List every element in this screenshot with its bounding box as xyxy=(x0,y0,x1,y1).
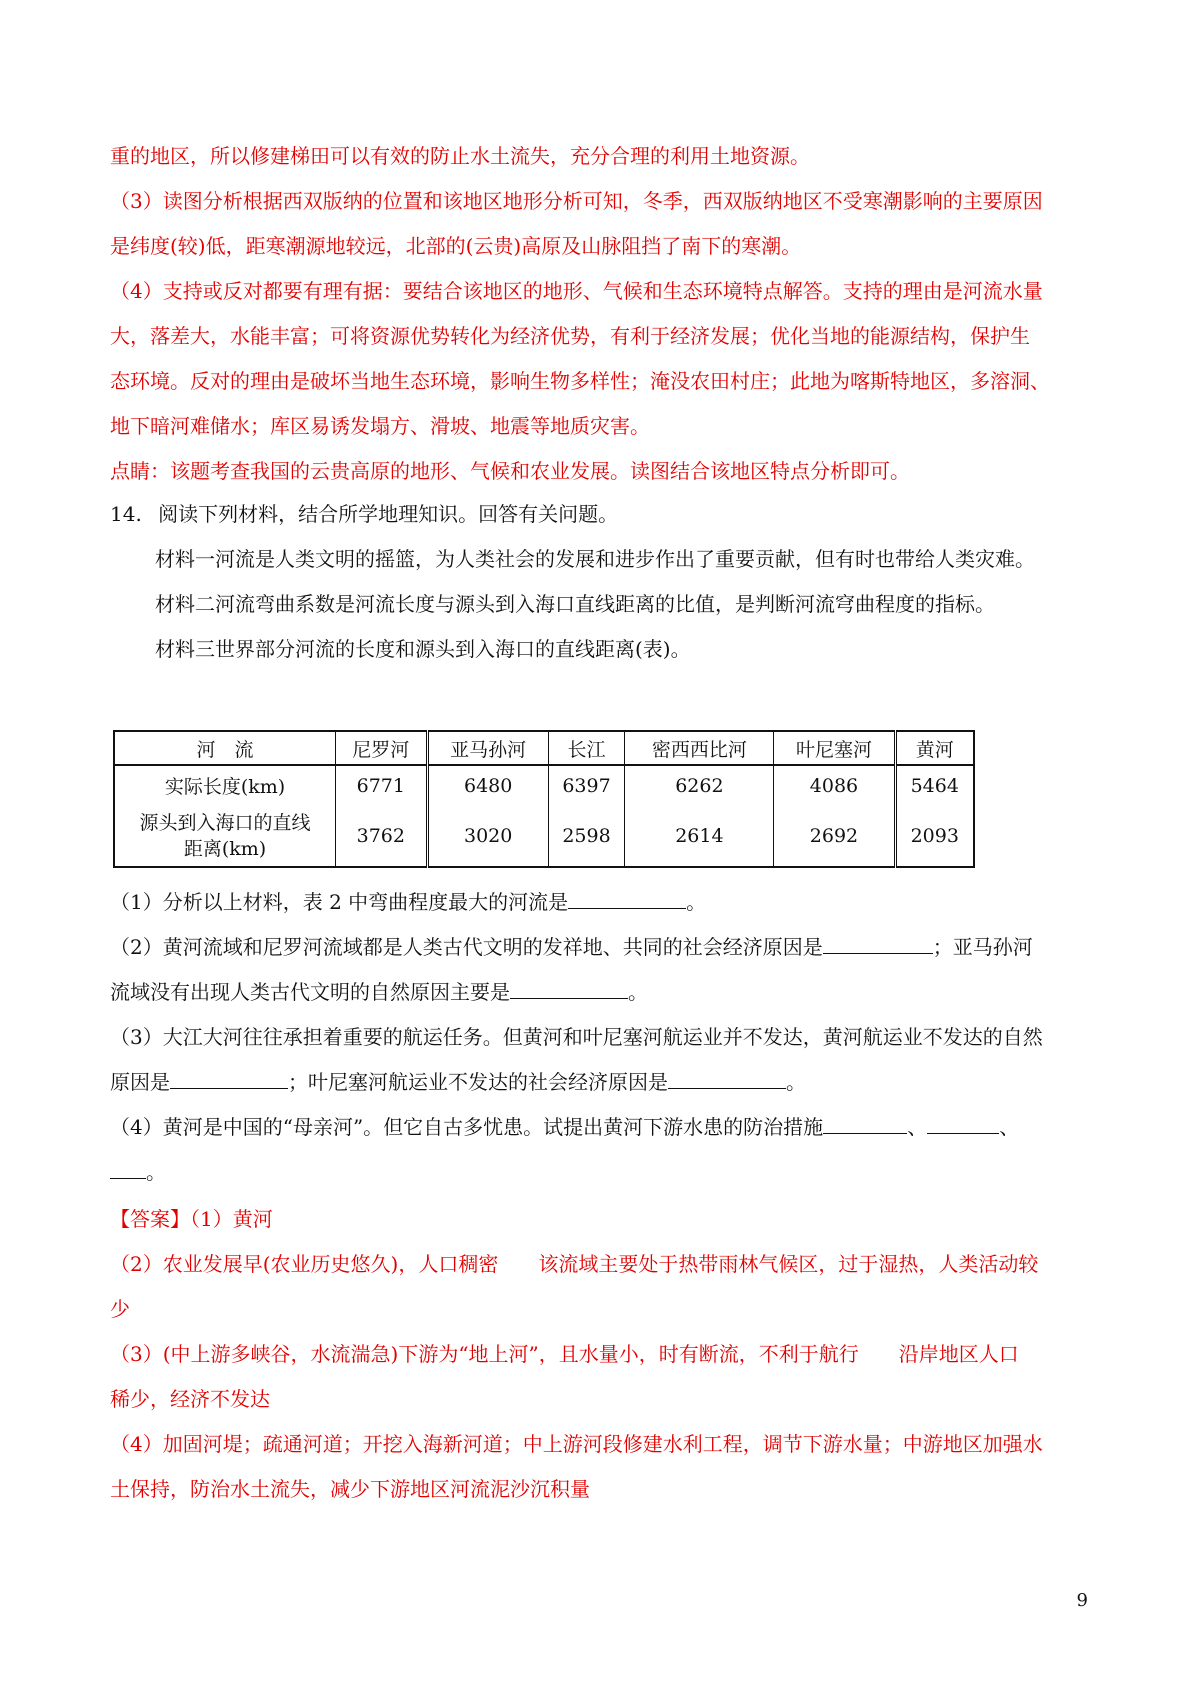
answer-blank[interactable] xyxy=(170,1070,288,1089)
answer-line: 态环境。反对的理由是破坏当地生态环境，影响生物多样性；淹没农田村庄；此地为喀斯特地区，多溶洞、 xyxy=(110,369,1050,393)
answer-line: （4）支持或反对都要有理有据：要结合该地区的地形、气候和生态环境特点解答。支持的理由是河流水量 xyxy=(110,279,1043,303)
answer-blank[interactable] xyxy=(510,980,628,999)
table-cell: 2093 xyxy=(910,824,959,847)
sub-question-1 xyxy=(110,888,706,916)
table-cell: 3762 xyxy=(336,805,428,867)
sub-question-text: 流域没有出现人类古代文明的自然原因主要是 xyxy=(110,980,510,1004)
table-row xyxy=(114,765,974,805)
sub-question-text: （2）黄河流域和尼罗河流域都是人类古代文明的发祥地、共同的社会经济原因是 xyxy=(110,935,823,959)
answer-line: （3）读图分析根据西双版纳的位置和该地区地形分析可知，冬季，西双版纳地区不受寒潮影响的主要原因 xyxy=(110,189,1043,213)
material-3: 材料三世界部分河流的长度和源头到入海口的直线距离(表)。 xyxy=(155,637,691,661)
sub-question-text: 原因是 xyxy=(110,1070,170,1094)
answer-blank[interactable] xyxy=(823,935,933,954)
answer-blank[interactable] xyxy=(927,1115,999,1134)
sub-question-3-cont xyxy=(110,1068,806,1096)
table-header-cell: 长江 xyxy=(548,731,625,765)
sub-question-text: ；亚马孙河 xyxy=(932,935,1033,959)
answer-3-cont: 稀少，经济不发达 xyxy=(110,1387,270,1411)
table-cell: 6397 xyxy=(548,765,625,805)
table-cell: 6262 xyxy=(625,765,774,805)
table-row-label: 实际长度(km) xyxy=(114,765,336,805)
table-cell: 5464 xyxy=(910,774,959,797)
table-header-label: 河 流 xyxy=(114,731,336,765)
table-header-cell: 叶尼塞河 xyxy=(774,731,895,765)
question-number: 14. xyxy=(110,502,142,526)
sub-question-2 xyxy=(110,933,1033,961)
sub-question-text: 、 xyxy=(999,1115,1020,1139)
answer-line: 地下暗河难储水；库区易诱发塌方、滑坡、地震等地质灾害。 xyxy=(110,414,650,438)
table-header-cell: 黄河 xyxy=(895,731,974,765)
sub-question-text: 、 xyxy=(907,1115,928,1139)
answer-blank[interactable] xyxy=(668,1070,786,1089)
sub-question-4 xyxy=(110,1113,1019,1141)
material-2: 材料二河流弯曲系数是河流长度与源头到入海口直线距离的比值，是判断河流穹曲程度的指标。 xyxy=(155,592,995,616)
answer-1 xyxy=(110,1205,273,1233)
sub-question-3: （3）大江大河往往承担着重要的航运任务。但黄河和叶尼塞河航运业并不发达，黄河航运业不发达的自然 xyxy=(110,1025,1043,1049)
answer-line: 是纬度(较)低，距寒潮源地较远，北部的(云贵)高原及山脉阻挡了南下的寒潮。 xyxy=(110,234,802,258)
table-row-label-line: 源头到入海口的直线 xyxy=(139,811,311,834)
table-cell: 2598 xyxy=(548,805,625,867)
table-cell: 4086 xyxy=(774,765,895,805)
page-number: 9 xyxy=(1076,1590,1088,1611)
answer-4: （4）加固河堤；疏通河道；开挖入海新河道；中上游河段修建水利工程，调节下游水量；中游地区加强水 xyxy=(110,1432,1043,1456)
table-row-label xyxy=(114,805,336,867)
sub-question-text: 。 xyxy=(146,1160,166,1184)
answer-blank[interactable] xyxy=(110,1160,146,1179)
table-header-cell: 亚马孙河 xyxy=(427,731,548,765)
sub-question-text: 。 xyxy=(628,980,648,1004)
table-cell: 2692 xyxy=(774,805,895,867)
table-row-label-line: 距离(km) xyxy=(183,837,267,860)
table-cell: 2614 xyxy=(625,805,774,867)
material-1: 材料一河流是人类文明的摇篮，为人类社会的发展和进步作出了重要贡献，但有时也带给人类灾难。 xyxy=(155,547,1035,571)
answer-2: （2）农业发展早(农业历史悠久)，人口稠密 该流域主要处于热带雨林气候区，过于湿热，人类活动较 xyxy=(110,1252,1039,1276)
sub-question-text: ；叶尼塞河航运业不发达的社会经济原因是 xyxy=(288,1070,668,1094)
answer-3: （3）(中上游多峡谷，水流湍急)下游为“地上河”，且水量小，时有断流，不利于航行 沿岸地区人口 xyxy=(110,1342,1019,1366)
sub-question-text: 。 xyxy=(786,1070,806,1094)
table-header-cell: 尼罗河 xyxy=(336,731,428,765)
sub-question-4-cont xyxy=(110,1158,166,1186)
answer-line: 大，落差大，水能丰富；可将资源优势转化为经济优势，有利于经济发展；优化当地的能源结构，保护生 xyxy=(110,324,1030,348)
table-cell: 6771 xyxy=(336,765,428,805)
table-header-row xyxy=(114,731,974,765)
sub-question-2-cont xyxy=(110,978,648,1006)
question-stem xyxy=(110,500,618,528)
sub-question-text: 。 xyxy=(686,890,707,914)
sub-question-text: （4）黄河是中国的“母亲河”。但它自古多忧患。试提出黄河下游水患的防治措施 xyxy=(110,1115,824,1139)
answer-line: 重的地区，所以修建梯田可以有效的防止水土流失，充分合理的利用土地资源。 xyxy=(110,144,810,168)
table-header-cell: 密西西比河 xyxy=(625,731,774,765)
answer-4-cont: 土保持，防治水土流失，减少下游地区河流泥沙沉积量 xyxy=(110,1477,590,1501)
table-cell: 6480 xyxy=(427,765,548,805)
answer-text: （1）黄河 xyxy=(190,1207,273,1231)
table-cell: 3020 xyxy=(427,805,548,867)
sub-question-text: （1）分析以上材料，表 2 中弯曲程度最大的河流是 xyxy=(110,890,569,914)
answer-blank[interactable] xyxy=(823,1115,907,1134)
river-table xyxy=(113,730,975,868)
answer-label: 【答案】 xyxy=(110,1207,190,1231)
comment-line: 点睛：该题考查我国的云贵高原的地形、气候和农业发展。读图结合该地区特点分析即可。 xyxy=(110,459,910,483)
answer-blank[interactable] xyxy=(568,890,686,909)
answer-2-cont: 少 xyxy=(110,1297,130,1321)
question-text: 阅读下列材料，结合所学地理知识。回答有关问题。 xyxy=(158,502,619,526)
table-row xyxy=(114,805,974,867)
